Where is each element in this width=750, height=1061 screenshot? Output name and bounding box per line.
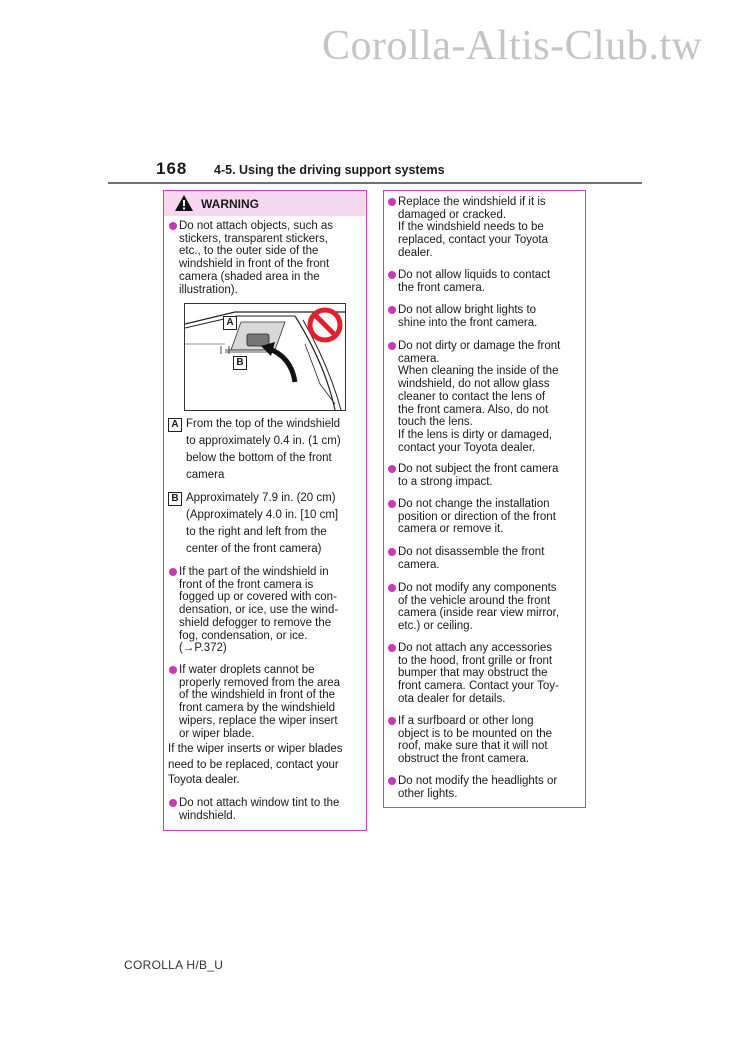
bullet-icon (388, 271, 396, 279)
warning-bullet: Do not attach any accessories to the hood, front grille or front bumper that may obstruct the front camera. Contact your Toy- ota dealer for details. (398, 642, 559, 706)
bullet-icon (388, 548, 396, 556)
warning-bullet: If water droplets cannot be properly removed from the area of the windshield in front of the front camera by the windshield wipers, replace the wiper insert or wiper blade. (179, 664, 340, 740)
watermark: Corolla-Altis-Club.tw (322, 23, 703, 69)
warning-bullet: Do not subject the front camera to a strong impact. (398, 463, 558, 488)
warning-box-right (383, 190, 586, 808)
bullet-icon (388, 717, 396, 725)
bullet-icon (169, 568, 177, 576)
footer-model-code: COROLLA H/B_U (124, 958, 224, 972)
warning-bullet: Do not attach objects, such as stickers, transparent stickers, etc., to the outer side of the windshield in front of the front camera (shaded area in the illustration). (179, 220, 333, 296)
bullet-icon (388, 500, 396, 508)
page-number: 168 (156, 159, 188, 178)
annotation-label-b: B (168, 492, 182, 506)
bullet-icon (388, 306, 396, 314)
illustration-label-a: A (223, 316, 237, 330)
warning-bullet: If the part of the windshield in front of the front camera is fogged up or covered with con- densation, or ice, use the wind- shield defogger to remove the fog, condensation, or ice. (→P.372) (179, 566, 338, 655)
warning-bullet: Do not allow bright lights to shine into the front camera. (398, 304, 537, 329)
warning-bullet: Do not modify any components of the vehicle around the front camera (inside rear view mirror, etc.) or ceiling. (398, 582, 559, 633)
warning-header (164, 191, 365, 216)
bullet-icon (388, 465, 396, 473)
annotation-label-a: A (168, 418, 182, 432)
header-rule (108, 182, 642, 184)
bullet-icon (169, 666, 177, 674)
bullet-icon (388, 342, 396, 350)
no-entry-icon (307, 307, 343, 343)
warning-bullet: Do not disassemble the front camera. (398, 546, 544, 571)
bullet-icon (169, 799, 177, 807)
wiper-note: If the wiper inserts or wiper blades need to be replaced, contact your Toyota dealer. (168, 743, 343, 786)
windshield-camera-illustration (184, 303, 346, 411)
warning-bullet: Do not allow liquids to contact the front camera. (398, 269, 550, 294)
bullet-icon (169, 222, 177, 230)
illustration-label-b: B (233, 356, 247, 370)
warning-bullet: Do not change the installation position or direction of the front camera or remove it. (398, 498, 556, 536)
warning-bullet: If a surfboard or other long object is to be mounted on the roof, make sure that it will not obstruct the front camera. (398, 715, 552, 766)
warning-triangle-icon (174, 194, 194, 212)
bullet-icon (388, 777, 396, 785)
warning-label: WARNING (201, 197, 259, 211)
warning-bullet: Replace the windshield if it is damaged or cracked. If the windshield needs to be replaced, contact your Toyota dealer. (398, 196, 548, 260)
bullet-icon (388, 644, 396, 652)
warning-bullet: Do not attach window tint to the windshield. (179, 797, 339, 822)
warning-box-left: WARNING Do not attach objects, such as stickers, transparent stickers, etc., to the outer side of the windshield in front of the front camera (shaded area in the illustration). A B A From the top of the windshield to approximately 0.4 in. (1 cm) below the bottom of the front camera B Approximately 7.9 in. (20 cm) (Approximately 4.0 in. [10 cm] to the right and left from the center of the front camera) If the part of the windshield in front of the front camera is fogged up or covered with con- densation, or ice, use the wind- shield defogger to remove the fog, condensation, or ice. (→P.372) If water droplets cannot be properly removed from the area of the windshield in front of the front camera by the windshield wipers, replace the wiper insert or wiper blade. If the wiper inserts or wiper blades need to be replaced, contact your Toyota dealer. Do not attach window tint to the windshield. (163, 190, 367, 831)
warning-bullet: Do not modify the headlights or other lights. (398, 775, 557, 800)
warning-bullet: Do not dirty or damage the front camera. When cleaning the inside of the windshield, do not allow glass cleaner to contact the lens of the front camera. Also, do not touch the lens. If the lens is dirty or damaged, contact your Toyota dealer. (398, 340, 560, 454)
section-title: 4-5. Using the driving support systems (214, 163, 445, 177)
bullet-icon (388, 584, 396, 592)
bullet-icon (388, 198, 396, 206)
